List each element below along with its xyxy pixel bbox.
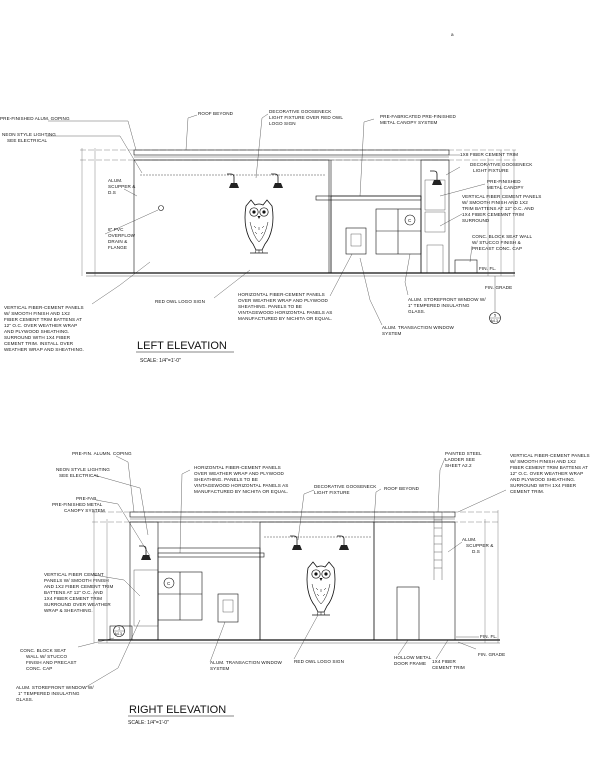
gooseneck-light-icon <box>271 174 283 188</box>
left-canopy <box>316 196 421 200</box>
left-note-prefinished: PRE-FINISHED METAL CANOPY <box>487 179 524 190</box>
right-rear-siding <box>374 522 455 640</box>
right-note-fin-grade: FIN. GRADE <box>478 652 506 657</box>
left-coping <box>134 150 449 155</box>
left-storefront-window <box>376 209 421 254</box>
right-elevation-title: RIGHT ELEVATION <box>129 704 227 716</box>
left-elevation-scale: SCALE: 1/4"=1'-0" <box>140 358 181 364</box>
left-note-overflow: 8" PVC OVERFLOW DRAIN & FLANGE <box>108 227 136 250</box>
right-note-ladder: PAINTED STEEL LADDER SEE SHEET A2.2 <box>445 451 482 468</box>
left-note-fin-fl: FIN. FL. <box>479 266 497 271</box>
right-note-vertical-left: VERTICAL FIBER CEMENT PANELS W/ SMOOTH FINISH AND 1X2 FIBER CEMENT TRIM BATTENS AT 12" O.C. AND 1X4 FIBER CEMENT TRIM SURROUND OVER WEATHER WRAP & SHEATHING. <box>44 572 114 613</box>
right-door-frame <box>397 587 419 640</box>
right-canopy <box>158 553 264 557</box>
page-mark: a <box>451 32 454 37</box>
gooseneck-light-icon <box>337 536 349 550</box>
left-note-horizontal: HORIZONTAL FIBER-CEMENT PANELS OVER WEATHER WRAP AND PLYWOOD SHEATHING. PANELS TO BE VINTAGEWOOD HORIZONTAL PANELS AS MANUFACTURED BY NICHITA OR EQUAL. <box>238 292 333 321</box>
owl-logo-icon <box>307 562 335 615</box>
right-note-transaction: ALUM. TRANSACTION WINDOW SYSTEM <box>210 660 282 671</box>
right-note-storefront: ALUM. STOREFRONT WINDOW W/ 1" TEMPERED INSULATING GLASS. <box>16 685 94 702</box>
left-note-vertical-left: VERTICAL FIBER-CEMENT PANELS W/ SMOOTH FINISH AND 1X2 FIBER CEMENT TRIM BATTENS AT 12" O.C. OVER WEATHER WRAP AND PLYWOOD SHEATHING. SURROUND WITH 1X4 FIBER CEMENT TRIM. INSTALL OVER WEATHER WRAP AND SHEATHING. <box>4 305 85 352</box>
left-vertical-panels <box>134 160 329 273</box>
right-note-seat-wall: CONC. BLOCK SEAT WALL W/ STUCCO FINISH AND PRECAST CONC. CAP <box>20 648 77 671</box>
right-coping <box>130 512 455 517</box>
right-corner-panels <box>130 522 158 640</box>
right-note-gooseneck: DECORATIVE GOOSENECK LIGHT FIXTURE <box>314 484 377 495</box>
left-note-roof: ROOF BEYOND <box>198 111 234 116</box>
left-note-coping: PRE-FINISHED ALUM. GOPING <box>0 116 70 121</box>
left-transaction-window <box>346 228 366 254</box>
left-note-canopy: PRE-FABRICATED PRE-FINISHED METAL CANOPY SYSTEM <box>380 114 456 125</box>
left-note-transaction: ALUM. TRANSACTION WINDOW SYSTEM <box>382 325 454 336</box>
svg-text:5: 5 <box>494 312 497 318</box>
left-note-trim: 1X8 FIBER CEMENT TRIM <box>460 152 519 157</box>
gooseneck-light-icon <box>227 174 239 188</box>
right-transaction-window <box>218 594 238 622</box>
svg-text:A4.3: A4.3 <box>114 632 123 636</box>
left-corner-panels <box>421 160 449 273</box>
right-note-door-frame: HOLLOW METAL DOOR FRAME <box>394 655 432 666</box>
right-note-horizontal: HORIZONTAL FIBER-CEMENT PANELS OVER WEATHER WRAP AND PLYWOOD SHEATHING. PANELS TO BE VINTAGEWOOD HORIZONTAL PANELS AS MANUFACTURED BY NICHITA OR EQUAL. <box>194 465 289 494</box>
right-note-roof: ROOF BEYOND <box>384 486 420 491</box>
left-note-vertical-right: VERTICAL FIBER CEMENT PANELS W/ SMOOTH FINISH AND 1X2 TRIM BATTENS AT 12" O.C. AND 1X4 FIBER CEMEMNT TRIM SURROUND <box>462 194 542 223</box>
right-note-scupper: ALUM. SCUPPER & D.S <box>462 537 494 554</box>
gooseneck-light-icon <box>290 536 302 550</box>
left-elevation-title: LEFT ELEVATION <box>137 340 227 352</box>
owl-logo-icon <box>245 200 273 253</box>
right-elevation <box>16 451 590 726</box>
right-note-canopy: PRE-FAB. PRE-FINISHED METAL CANOPY SYSTEM <box>52 496 105 513</box>
svg-text:C: C <box>408 218 412 223</box>
right-note-vertical-right: VERTICAL FIBER-CEMENT PANELS W/ SMOOTH FINISH AND 1X2 FIBER CEMENT TRIM BATTENS AT 12" O.C. OVER WEATHER WRAP AND PLYWOOD SHEATHING. SURROUND WITH 1X4 FIBER CEMENT TRIM. <box>510 453 590 494</box>
right-note-coping: PRE-FIN. ALUMN. COPING <box>72 451 132 456</box>
left-elevation <box>0 109 541 364</box>
svg-text:A4.3: A4.3 <box>490 319 499 323</box>
gooseneck-light-icon <box>430 171 442 185</box>
left-note-gooseneck: DECORATIVE GOOSENECK LIGHT FIXTURE <box>470 162 533 173</box>
left-note-storefront: ALUM. STOREFRONT WINDOW W/ 1" TEMPERED INSULATING GLASS. <box>408 297 486 314</box>
svg-text:1: 1 <box>118 625 121 631</box>
right-note-fin-fl: FIN. FL. <box>480 634 498 639</box>
left-note-scupper: ALUM. SCUPPER & D.S <box>108 178 136 195</box>
left-note-owl-sign: RED OWL LOGO SIGN <box>155 299 206 304</box>
right-note-fiber-trim: 1X4 FIBER CEMENT TRIM <box>432 659 465 670</box>
right-note-owl-sign: RED OWL LOGO SIGN <box>294 659 345 664</box>
left-note-seat-wall: CONC. BLOCK SEAT WALL W/ STUCCO FINISH & PRECAST CONC. CAP <box>472 234 533 251</box>
svg-text:C: C <box>167 581 171 586</box>
left-note-fin-grade: FIN. GRADE <box>485 285 513 290</box>
left-note-neon: NEON STYLE LIGHTING SEE ELECTRICAL <box>2 132 56 143</box>
right-note-neon: NEON STYLE LIGHTING SEE ELECTRICAL <box>56 467 110 478</box>
left-note-gooseneck-sign: DECORATIVE GOOSENECK LIGHT FIXTURE OVER RED OWL LOGO SIGN <box>269 109 343 126</box>
left-seat-wall <box>455 260 477 273</box>
right-elevation-scale: SCALE: 1/4"=1'-0" <box>128 720 169 726</box>
